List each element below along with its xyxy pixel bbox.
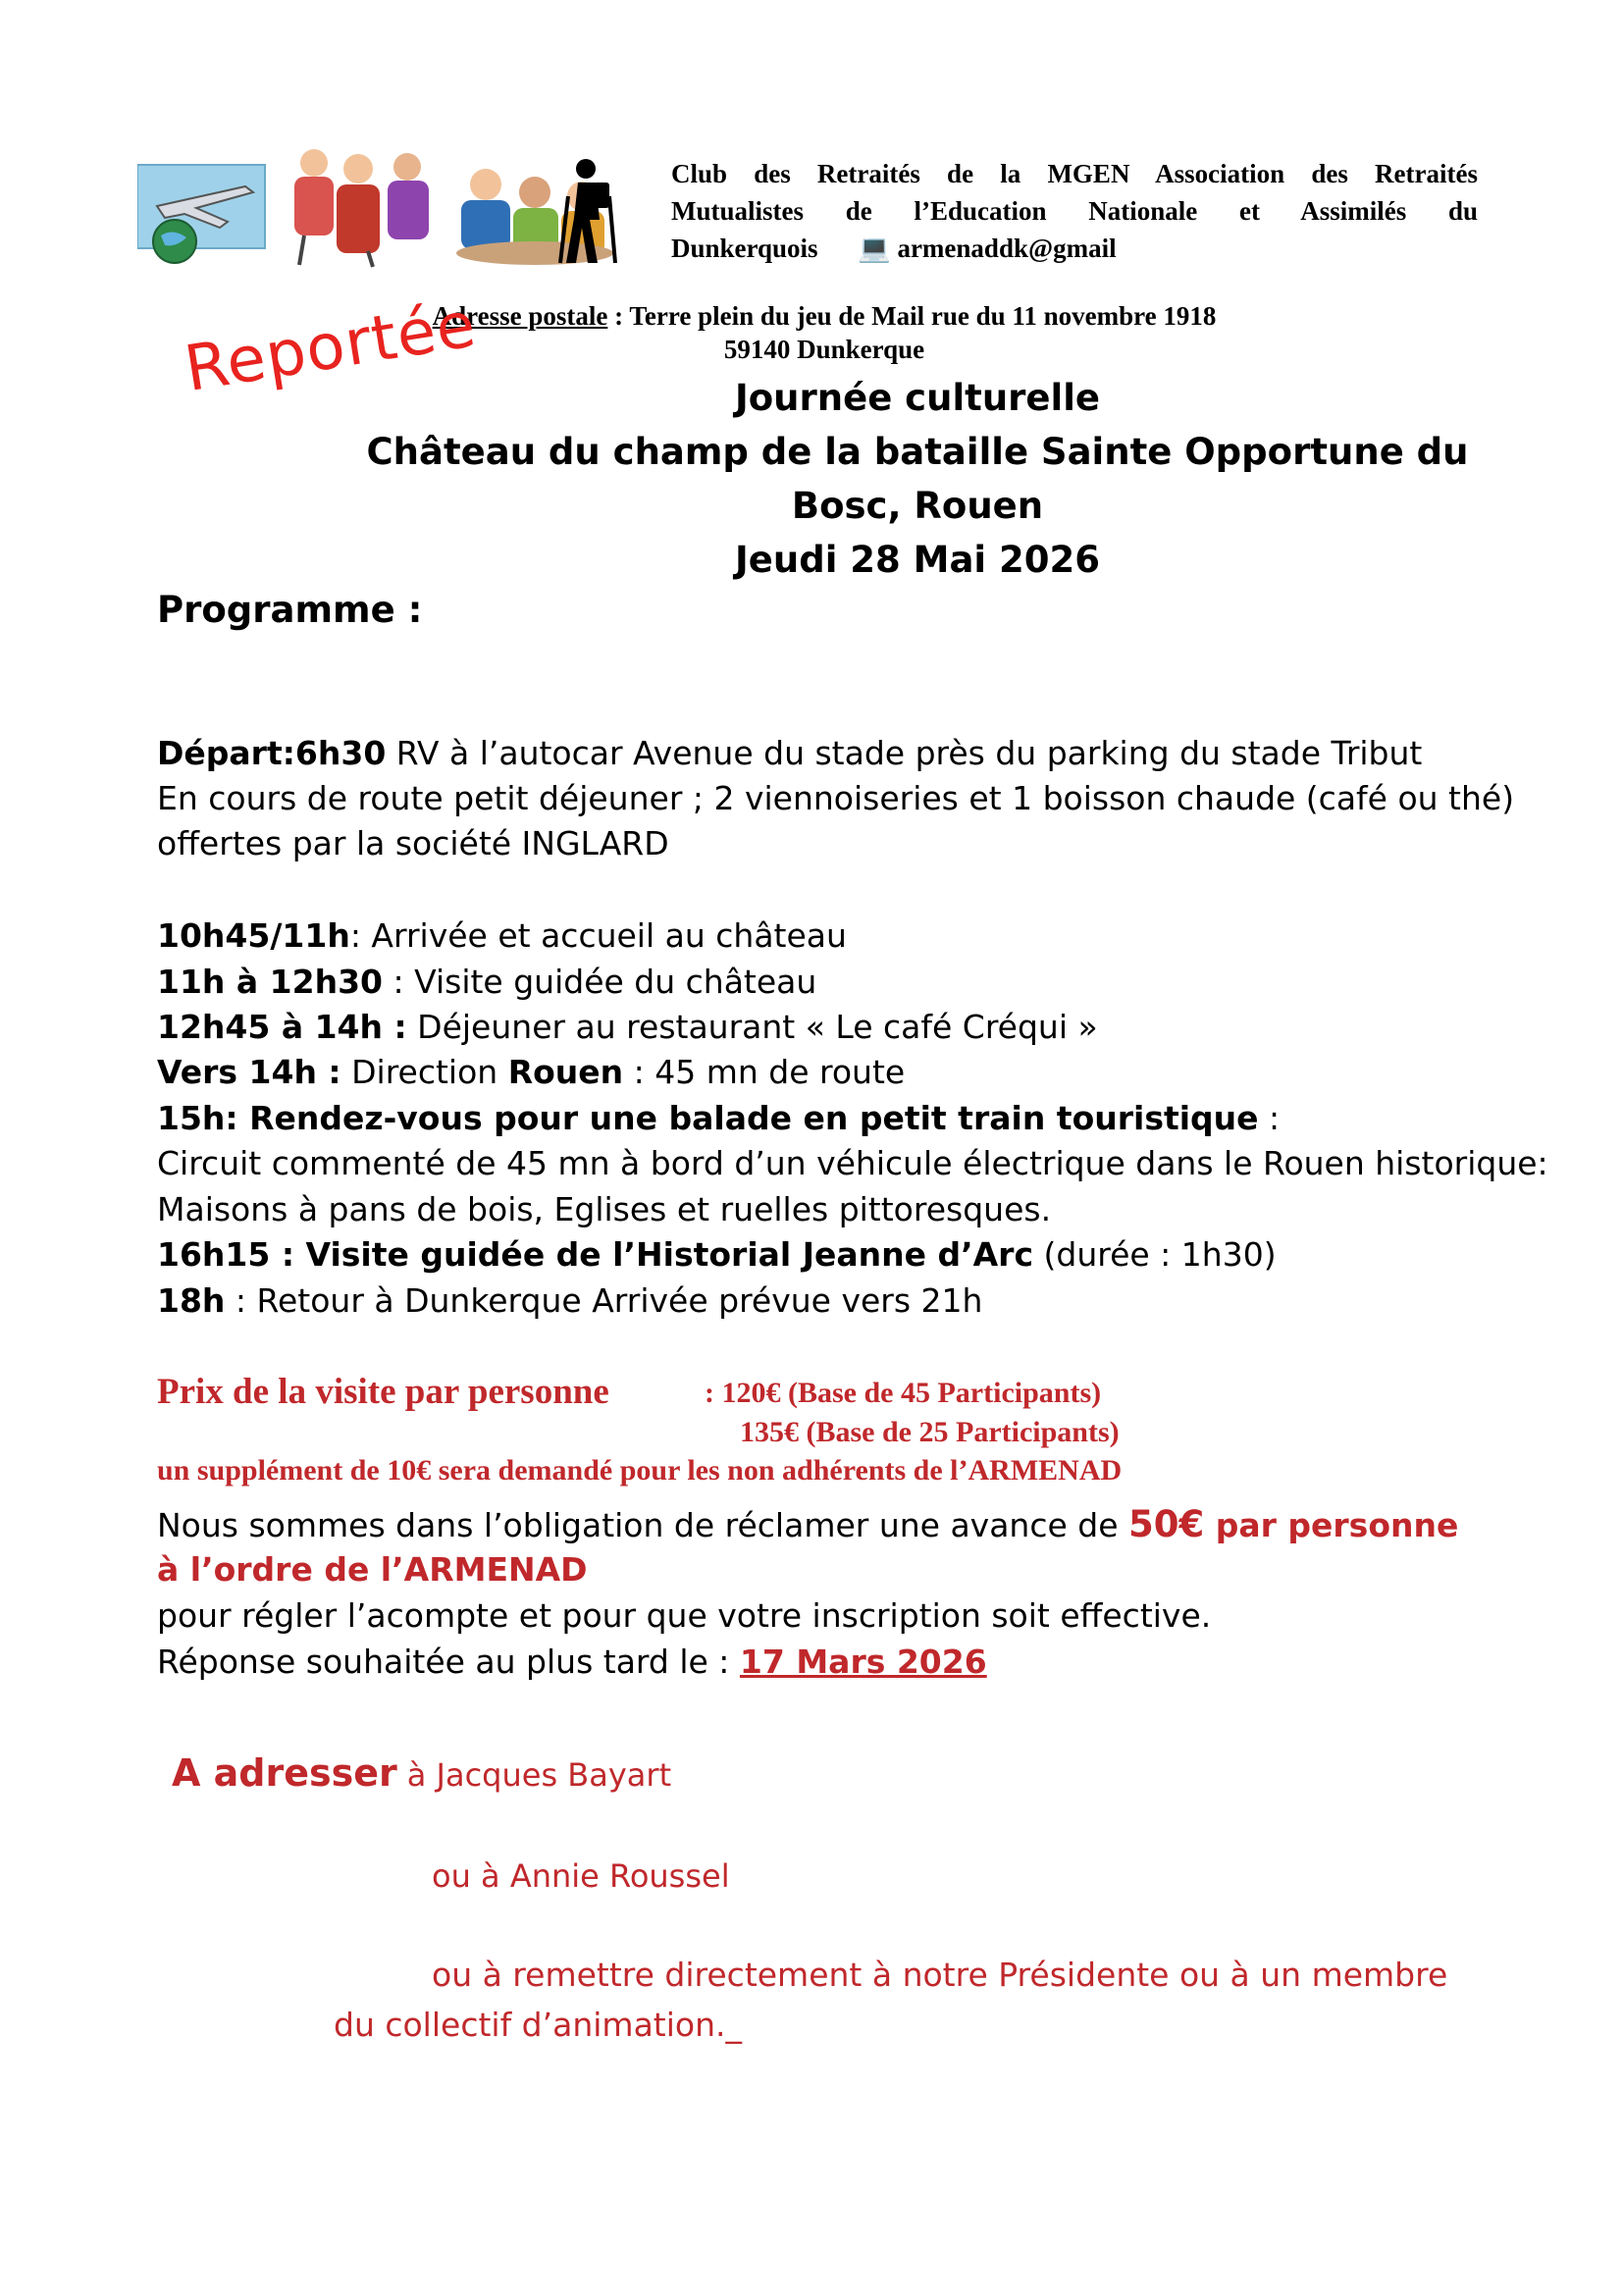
hand-deliver-line-2: du collectif d’animation._ xyxy=(334,2006,742,2044)
contact-annie: ou à Annie Roussel xyxy=(432,1857,730,1895)
club-header xyxy=(671,155,1478,267)
event-date: Jeudi 28 Mai 2026 xyxy=(735,539,1100,581)
address-city: 59140 Dunkerque xyxy=(723,335,925,364)
deposit-line: Nous sommes dans l’obligation de réclamer une avance de 50€ par personne xyxy=(157,1503,1459,1545)
deposit-purpose: pour régler l’acompte et pour que votre inscription soit effective. xyxy=(157,1596,1212,1635)
reply-deadline: Réponse souhaitée au plus tard le : 17 Mars 2026 xyxy=(157,1643,987,1681)
circuit-line-1: Circuit commenté de 45 mn à bord d’un véhicule électrique dans le Rouen historique: xyxy=(157,1144,1548,1182)
breakfast-line-1: En cours de route petit déjeuner ; 2 viennoiseries et 1 boisson chaude (café ou thé) xyxy=(157,779,1515,817)
club-line-1: Club des Retraités de la MGEN Association des Retraités xyxy=(671,159,1478,188)
title-line-2: Château du champ de la bataille Sainte Opportune du xyxy=(366,431,1469,473)
price-25-participants: 135€ (Base de 25 Participants) xyxy=(740,1416,1120,1448)
price-label: Prix de la visite par personne xyxy=(157,1372,609,1412)
historial-line: 16h15 : Visite guidée de l’Historial Jeanne d’Arc (durée : 1h30) xyxy=(157,1235,1277,1274)
event-title xyxy=(353,371,1482,587)
seniors-group-icon xyxy=(294,149,429,267)
lunch-line: 12h45 à 14h : Déjeuner au restaurant « Le café Créqui » xyxy=(157,1008,1098,1046)
visit-line: 11h à 12h30 : Visite guidée du château xyxy=(157,963,817,1001)
train-line: 15h: Rendez-vous pour une balade en petit train touristique : xyxy=(157,1099,1281,1137)
address-label: Adresse postale xyxy=(432,301,608,331)
hiker-icon xyxy=(554,157,623,267)
airplane-globe-icon xyxy=(137,165,265,263)
computer-icon: 💻 xyxy=(858,234,891,263)
reply-date: 17 Mars 2026 xyxy=(739,1643,987,1681)
breakfast-line-2: offertes par la société INGLARD xyxy=(157,824,669,862)
club-line-2: Mutualistes de l’Education Nationale et Assimilés du xyxy=(671,196,1478,226)
payable-to: à l’ordre de l’ARMENAD xyxy=(157,1550,588,1589)
deposit-amount: 50€ xyxy=(1128,1503,1205,1545)
circuit-line-2: Maisons à pans de bois, Eglises et ruelles pittoresques. xyxy=(157,1190,1052,1228)
postponed-stamp: Reportée xyxy=(180,288,482,406)
arrival-line: 10h45/11h: Arrivée et accueil au château xyxy=(157,916,847,955)
hand-deliver-line-1: ou à remettre directement à notre Présidente ou à un membre xyxy=(432,1956,1448,1994)
rouen-line: Vers 14h : Direction Rouen : 45 mn de route xyxy=(157,1053,906,1091)
departure-line: Départ:6h30 RV à l’autocar Avenue du stade près du parking du stade Tribut xyxy=(157,734,1423,772)
title-line-3: Bosc, Rouen xyxy=(791,485,1044,527)
price-45-participants: : 120€ (Base de 45 Participants) xyxy=(705,1377,1102,1409)
address-street: : Terre plein du jeu de Mail rue du 11 novembre 1918 xyxy=(607,301,1217,331)
title-line-1: Journée culturelle xyxy=(735,377,1100,419)
programme-heading: Programme : xyxy=(157,589,423,631)
club-line-3: Dunkerquois 💻 armenaddk@gmail xyxy=(671,234,1117,263)
send-to: A adresser à Jacques Bayart xyxy=(172,1751,672,1795)
non-member-supplement: un supplément de 10€ sera demandé pour les non adhérents de l’ARMENAD xyxy=(157,1454,1123,1487)
contact-jacques: à Jacques Bayart xyxy=(406,1756,672,1794)
email-address[interactable]: armenaddk@gmail xyxy=(897,234,1117,263)
return-line: 18h : Retour à Dunkerque Arrivée prévue vers 21h xyxy=(157,1281,983,1320)
